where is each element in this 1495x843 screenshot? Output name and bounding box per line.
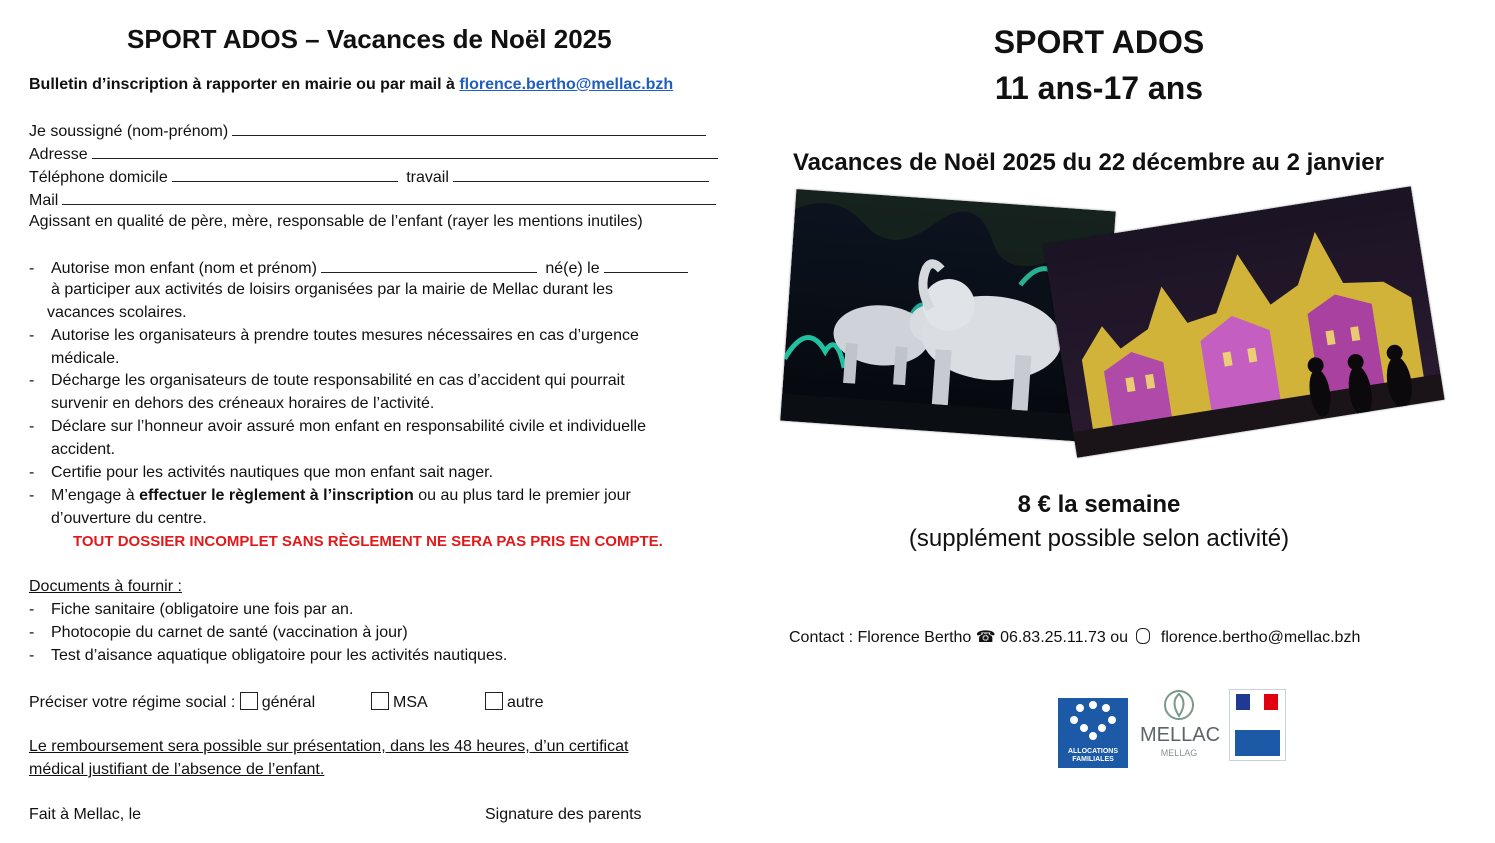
regime-general-label: général bbox=[261, 694, 316, 711]
agissant-text: Agissant en qualité de père, mère, responsable de l’enfant (rayer les mentions inutiles) bbox=[29, 213, 643, 230]
bullet-autorise bbox=[29, 258, 688, 278]
bullet-decharge-cont: survenir en dehors des créneaux horaires de l’activité. bbox=[51, 395, 435, 412]
regime-autre-checkbox[interactable] bbox=[485, 692, 503, 710]
bullet-certifie bbox=[29, 464, 493, 482]
bullet-dash: - bbox=[29, 601, 35, 618]
bullet-engage-bold: effectuer le règlement à l’inscription bbox=[139, 487, 414, 504]
bullet-autorise-cont2: vacances scolaires. bbox=[47, 304, 187, 321]
bullet-dash: - bbox=[29, 372, 35, 389]
fait-a: Fait à Mellac, le bbox=[29, 806, 142, 823]
contact-line bbox=[789, 627, 1360, 647]
right-title: SPORT ADOS bbox=[993, 24, 1205, 60]
phone-icon: ☎ bbox=[975, 629, 996, 646]
field-telephone-line[interactable] bbox=[172, 167, 398, 182]
mellac-leaf-icon bbox=[1140, 688, 1218, 722]
bullet-certifie-text: Certifie pour les activités nautiques que mon enfant sait nager. bbox=[51, 464, 494, 481]
dates-heading: Vacances de Noël 2025 du 22 décembre au 2 janvier bbox=[793, 149, 1384, 176]
field-mail bbox=[29, 190, 716, 210]
field-adresse bbox=[29, 144, 718, 164]
mouse-icon bbox=[1136, 628, 1150, 644]
form-title: SPORT ADOS – Vacances de Noël 2025 bbox=[127, 24, 612, 54]
document-item bbox=[29, 601, 353, 619]
regime-msa-checkbox[interactable] bbox=[371, 692, 389, 710]
contact-phone[interactable]: 06.83.25.11.73 bbox=[1000, 629, 1106, 646]
contact-label: Contact : Florence Bertho bbox=[789, 629, 972, 646]
bullet-declare-cont: accident. bbox=[51, 441, 116, 458]
field-travail-line[interactable] bbox=[453, 167, 709, 182]
warning-text: TOUT DOSSIER INCOMPLET SANS RÈGLEMENT NE SERA PAS PRIS EN COMPTE. bbox=[73, 533, 663, 550]
regime-msa bbox=[371, 692, 428, 712]
bullet-engage bbox=[29, 487, 631, 505]
document-item-text: Photocopie du carnet de santé (vaccination à jour) bbox=[51, 624, 408, 641]
mellac-logo-subtext: MELLAG bbox=[1160, 748, 1198, 758]
document-item bbox=[29, 624, 408, 642]
bullet-engage-post: ou au plus tard le premier jour bbox=[418, 487, 631, 504]
bullet-dash: - bbox=[29, 624, 35, 641]
bullet-dash: - bbox=[29, 327, 35, 344]
bullet-autorise-text: Autorise mon enfant (nom et prénom) bbox=[51, 260, 317, 277]
flag-icon bbox=[1236, 694, 1278, 710]
bullet-engage-cont: d’ouverture du centre. bbox=[51, 510, 207, 527]
price-text: 8 € la semaine bbox=[1017, 491, 1181, 518]
remboursement-line1: Le remboursement sera possible sur présentation, dans les 48 heures, d’un certificat bbox=[29, 738, 629, 755]
bullet-decharge-text: Décharge les organisateurs de toute responsabilité en cas d’accident qui pourrait bbox=[51, 372, 625, 389]
regime-label: Préciser votre régime social : bbox=[29, 694, 236, 711]
caf-logo bbox=[1058, 698, 1128, 768]
bullet-urgence-text: Autorise les organisateurs à prendre toutes mesures nécessaires en cas d’urgence bbox=[51, 327, 639, 344]
regime-msa-label: MSA bbox=[393, 694, 428, 711]
regime-general-checkbox[interactable] bbox=[240, 692, 258, 710]
bullet-dash: - bbox=[29, 647, 35, 664]
child-name-line[interactable] bbox=[321, 258, 537, 273]
caf-logo-text: ALLOCATIONS FAMILIALES bbox=[1067, 748, 1119, 763]
field-telephone bbox=[29, 167, 709, 187]
field-mail-label: Mail bbox=[29, 192, 59, 209]
contact-or: ou bbox=[1110, 629, 1128, 646]
field-soussigne-label: Je soussigné (nom-prénom) bbox=[29, 123, 229, 140]
remboursement-line2: médical justifiant de l’absence de l’enfant. bbox=[29, 761, 325, 778]
mellac-logo bbox=[1140, 688, 1221, 762]
field-mail-line[interactable] bbox=[62, 190, 716, 205]
field-travail-label: travail bbox=[406, 169, 449, 186]
bullet-urgence-cont: médicale. bbox=[51, 350, 120, 367]
document-item-text: Fiche sanitaire (obligatoire une fois par an. bbox=[51, 601, 354, 618]
intro-email-link[interactable]: florence.bertho@mellac.bzh bbox=[459, 76, 674, 93]
supplement-text: (supplément possible selon activité) bbox=[908, 525, 1290, 552]
documents-title: Documents à fournir : bbox=[29, 578, 182, 595]
mellac-logo-text: MELLAC bbox=[1140, 724, 1221, 746]
regime-row bbox=[29, 692, 315, 712]
field-adresse-line[interactable] bbox=[92, 144, 718, 159]
bullet-dash: - bbox=[29, 260, 35, 277]
bullet-dash: - bbox=[29, 464, 35, 481]
document-item-text: Test d’aisance aquatique obligatoire pour les activités nautiques. bbox=[51, 647, 508, 664]
republique-logo bbox=[1229, 689, 1286, 761]
regime-autre bbox=[485, 692, 543, 712]
bullet-dash: - bbox=[29, 487, 35, 504]
bullet-declare bbox=[29, 418, 646, 436]
contact-email[interactable]: florence.bertho@mellac.bzh bbox=[1160, 629, 1361, 646]
regime-autre-label: autre bbox=[507, 694, 544, 711]
ministry-band bbox=[1235, 730, 1280, 756]
field-soussigne bbox=[29, 121, 706, 141]
bullet-declare-text: Déclare sur l’honneur avoir assuré mon enfant en responsabilité civile et individuelle bbox=[51, 418, 646, 435]
bullet-autorise-cont: à participer aux activités de loisirs organisées par la mairie de Mellac durant les bbox=[51, 281, 614, 298]
bullet-engage-pre: M’engage à bbox=[51, 487, 135, 504]
intro-label: Bulletin d’inscription à rapporter en mairie ou par mail à bbox=[29, 76, 455, 93]
field-soussigne-line[interactable] bbox=[232, 121, 706, 136]
caf-logo-figures bbox=[1058, 698, 1128, 746]
document-item bbox=[29, 647, 507, 665]
bullet-decharge bbox=[29, 372, 625, 390]
field-telephone-label: Téléphone domicile bbox=[29, 169, 168, 186]
intro-text bbox=[29, 76, 673, 94]
field-adresse-label: Adresse bbox=[29, 146, 88, 163]
bullet-urgence bbox=[29, 327, 639, 345]
signature-label: Signature des parents bbox=[485, 806, 642, 823]
right-age-range: 11 ans-17 ans bbox=[994, 70, 1204, 106]
birth-date-line[interactable] bbox=[604, 258, 688, 273]
birth-label: né(e) le bbox=[545, 260, 600, 277]
bullet-dash: - bbox=[29, 418, 35, 435]
